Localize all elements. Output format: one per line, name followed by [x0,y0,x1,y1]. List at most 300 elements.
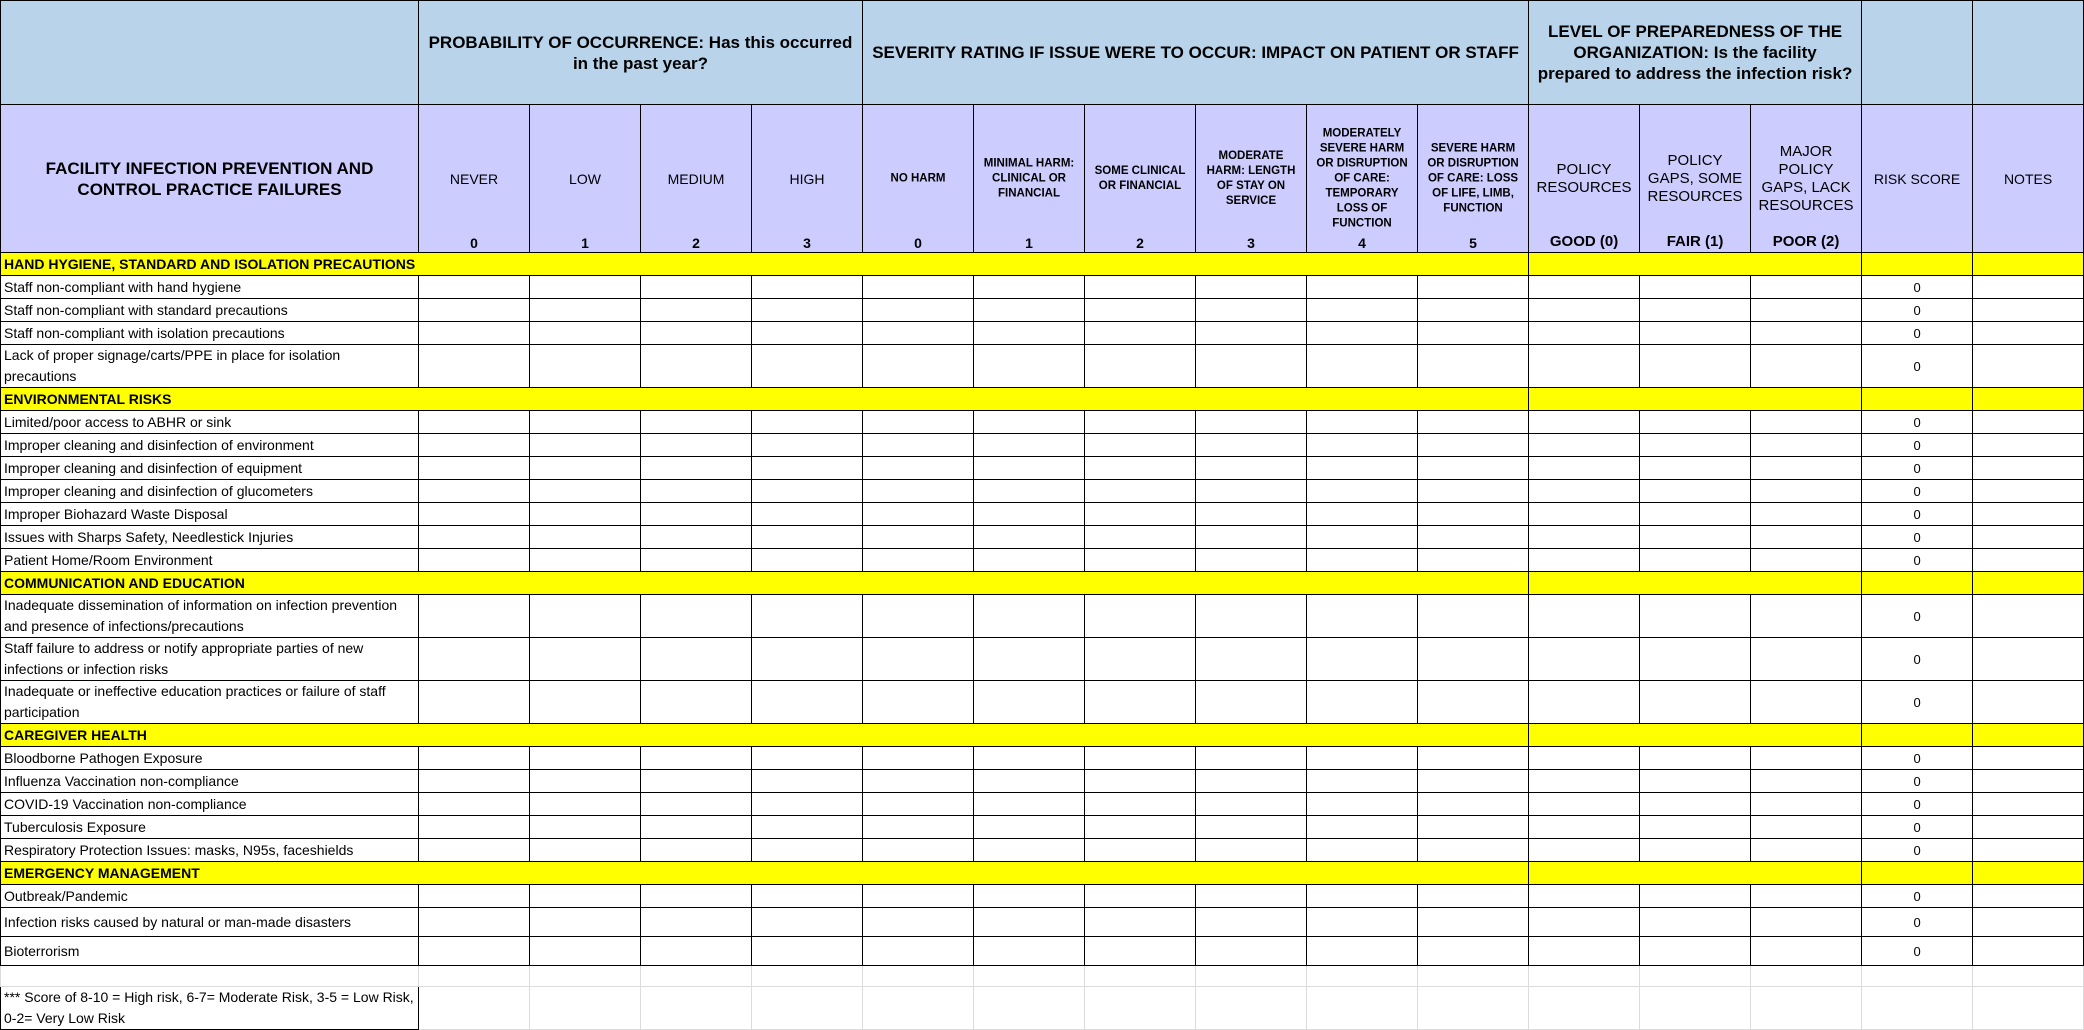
rating-cell[interactable] [419,434,530,457]
rating-cell[interactable] [1196,908,1307,937]
rating-cell[interactable] [641,816,752,839]
rating-cell[interactable] [1640,434,1751,457]
rating-cell[interactable] [1085,457,1196,480]
section-fill-cell[interactable] [1973,388,2084,411]
section-fill-cell[interactable] [1529,388,1862,411]
rating-cell[interactable] [1196,434,1307,457]
rating-cell[interactable] [1751,549,1862,572]
rating-cell[interactable] [752,503,863,526]
row-label[interactable]: Bloodborne Pathogen Exposure [1,747,419,770]
rating-cell[interactable] [641,480,752,503]
rating-cell[interactable] [419,322,530,345]
rating-cell[interactable] [1640,595,1751,638]
risk-score-cell[interactable]: 0 [1862,276,1973,299]
rating-cell[interactable] [1307,816,1418,839]
rating-cell[interactable] [1196,549,1307,572]
empty-cell[interactable] [1,966,419,987]
rating-cell[interactable] [641,793,752,816]
empty-cell[interactable] [1862,966,1973,987]
rating-cell[interactable] [752,638,863,681]
risk-score-cell[interactable]: 0 [1862,549,1973,572]
rating-cell[interactable] [530,299,641,322]
empty-cell[interactable] [1862,987,1973,1030]
rating-cell[interactable] [530,457,641,480]
empty-cell[interactable] [1640,987,1751,1030]
section-fill-cell[interactable] [1862,724,1973,747]
rating-cell[interactable] [752,526,863,549]
rating-cell[interactable] [1418,549,1529,572]
rating-cell[interactable] [1307,595,1418,638]
rating-cell[interactable] [1751,322,1862,345]
rating-cell[interactable] [641,681,752,724]
empty-cell[interactable] [863,966,974,987]
rating-cell[interactable] [419,276,530,299]
rating-cell[interactable] [1196,839,1307,862]
rating-cell[interactable] [1196,276,1307,299]
notes-cell[interactable] [1973,434,2084,457]
rating-cell[interactable] [1529,480,1640,503]
rating-cell[interactable] [863,885,974,908]
rating-cell[interactable] [1529,770,1640,793]
score-legend-footnote[interactable]: *** Score of 8-10 = High risk, 6-7= Moderate Risk, 3-5 = Low Risk, 0-2= Very Low Risk [1,987,419,1030]
risk-score-group-cell[interactable] [1862,1,1973,105]
rating-cell[interactable] [1418,747,1529,770]
rating-cell[interactable] [1751,885,1862,908]
rating-cell[interactable] [1751,638,1862,681]
rating-cell[interactable] [863,793,974,816]
risk-score-cell[interactable]: 0 [1862,885,1973,908]
row-label[interactable]: COVID-19 Vaccination non-compliance [1,793,419,816]
risk-score-cell[interactable]: 0 [1862,793,1973,816]
risk-score-cell[interactable]: 0 [1862,411,1973,434]
rating-cell[interactable] [1529,322,1640,345]
rating-cell[interactable] [1640,770,1751,793]
rating-cell[interactable] [530,549,641,572]
risk-score-cell[interactable]: 0 [1862,681,1973,724]
empty-cell[interactable] [1973,987,2084,1030]
rating-cell[interactable] [863,595,974,638]
rating-cell[interactable] [1751,793,1862,816]
rating-cell[interactable] [1640,345,1751,388]
notes-cell[interactable] [1973,937,2084,966]
row-label[interactable]: Influenza Vaccination non-compliance [1,770,419,793]
rating-cell[interactable] [1418,457,1529,480]
notes-cell[interactable] [1973,747,2084,770]
rating-cell[interactable] [863,457,974,480]
row-label[interactable]: Inadequate dissemination of information on infection prevention and presence of infections/precautions [1,595,419,638]
rating-cell[interactable] [974,345,1085,388]
rating-cell[interactable] [1418,526,1529,549]
section-fill-cell[interactable] [1973,253,2084,276]
row-label[interactable]: Lack of proper signage/carts/PPE in place for isolation precautions [1,345,419,388]
section-fill-cell[interactable] [1973,572,2084,595]
rating-cell[interactable] [1307,549,1418,572]
rating-cell[interactable] [1085,885,1196,908]
rating-cell[interactable] [974,322,1085,345]
rating-cell[interactable] [974,434,1085,457]
rating-cell[interactable] [641,457,752,480]
rating-cell[interactable] [530,345,641,388]
notes-cell[interactable] [1973,411,2084,434]
rating-cell[interactable] [1640,299,1751,322]
rating-cell[interactable] [1529,434,1640,457]
rating-cell[interactable] [974,503,1085,526]
risk-score-cell[interactable]: 0 [1862,770,1973,793]
rating-cell[interactable] [863,638,974,681]
risk-score-cell[interactable]: 0 [1862,937,1973,966]
rating-cell[interactable] [974,908,1085,937]
rating-cell[interactable] [1751,937,1862,966]
rating-cell[interactable] [1751,595,1862,638]
rating-cell[interactable] [752,549,863,572]
rating-cell[interactable] [1307,457,1418,480]
rating-cell[interactable] [419,908,530,937]
rating-cell[interactable] [863,747,974,770]
rating-cell[interactable] [1529,937,1640,966]
rating-cell[interactable] [863,526,974,549]
rating-cell[interactable] [974,937,1085,966]
rating-cell[interactable] [1751,681,1862,724]
rating-cell[interactable] [530,595,641,638]
rating-cell[interactable] [1307,839,1418,862]
rating-cell[interactable] [1307,681,1418,724]
row-label[interactable]: Staff non-compliant with hand hygiene [1,276,419,299]
rating-cell[interactable] [1085,276,1196,299]
rating-cell[interactable] [1529,793,1640,816]
rating-cell[interactable] [530,526,641,549]
rating-cell[interactable] [1640,526,1751,549]
rating-cell[interactable] [1196,747,1307,770]
rating-cell[interactable] [1418,908,1529,937]
notes-cell[interactable] [1973,322,2084,345]
empty-cell[interactable] [1751,987,1862,1030]
rating-cell[interactable] [863,503,974,526]
empty-cell[interactable] [419,987,530,1030]
row-label[interactable]: Improper cleaning and disinfection of glucometers [1,480,419,503]
risk-score-cell[interactable]: 0 [1862,816,1973,839]
rating-cell[interactable] [530,434,641,457]
rating-cell[interactable] [641,434,752,457]
empty-cell[interactable] [1418,987,1529,1030]
empty-cell[interactable] [1640,966,1751,987]
section-title[interactable]: HAND HYGIENE, STANDARD AND ISOLATION PRECAUTIONS [1,253,1529,276]
rating-cell[interactable] [1085,908,1196,937]
empty-cell[interactable] [530,987,641,1030]
rating-cell[interactable] [974,770,1085,793]
rating-cell[interactable] [1196,793,1307,816]
rating-cell[interactable] [1640,747,1751,770]
rating-cell[interactable] [419,937,530,966]
row-label[interactable]: Improper cleaning and disinfection of environment [1,434,419,457]
empty-cell[interactable] [1085,966,1196,987]
rating-cell[interactable] [419,503,530,526]
rating-cell[interactable] [1085,747,1196,770]
rating-cell[interactable] [641,937,752,966]
section-fill-cell[interactable] [1529,253,1862,276]
rating-cell[interactable] [419,595,530,638]
section-title[interactable]: CAREGIVER HEALTH [1,724,1529,747]
rating-cell[interactable] [1529,526,1640,549]
notes-cell[interactable] [1973,503,2084,526]
rating-cell[interactable] [1751,411,1862,434]
rating-cell[interactable] [863,276,974,299]
rating-cell[interactable] [752,322,863,345]
rating-cell[interactable] [641,638,752,681]
risk-score-cell[interactable]: 0 [1862,908,1973,937]
rating-cell[interactable] [1640,322,1751,345]
rating-cell[interactable] [752,434,863,457]
rating-cell[interactable] [1196,503,1307,526]
rating-cell[interactable] [641,908,752,937]
rating-cell[interactable] [1640,276,1751,299]
rating-cell[interactable] [1085,816,1196,839]
rating-cell[interactable] [1307,770,1418,793]
rating-cell[interactable] [1307,411,1418,434]
rating-cell[interactable] [530,638,641,681]
rating-cell[interactable] [974,595,1085,638]
rating-cell[interactable] [1751,908,1862,937]
rating-cell[interactable] [1307,937,1418,966]
rating-cell[interactable] [974,299,1085,322]
rating-cell[interactable] [1418,322,1529,345]
rating-cell[interactable] [1418,885,1529,908]
rating-cell[interactable] [1529,276,1640,299]
rating-cell[interactable] [419,793,530,816]
rating-cell[interactable] [1418,770,1529,793]
notes-cell[interactable] [1973,526,2084,549]
rating-cell[interactable] [1085,434,1196,457]
empty-cell[interactable] [530,966,641,987]
rating-cell[interactable] [1085,549,1196,572]
rating-cell[interactable] [1085,839,1196,862]
rating-cell[interactable] [1196,345,1307,388]
rating-cell[interactable] [752,457,863,480]
rating-cell[interactable] [752,480,863,503]
rating-cell[interactable] [1418,816,1529,839]
empty-cell[interactable] [1973,966,2084,987]
rating-cell[interactable] [1418,793,1529,816]
notes-cell[interactable] [1973,638,2084,681]
rating-cell[interactable] [752,908,863,937]
rating-cell[interactable] [752,299,863,322]
rating-cell[interactable] [1529,299,1640,322]
notes-cell[interactable] [1973,885,2084,908]
notes-cell[interactable] [1973,457,2084,480]
rating-cell[interactable] [1529,503,1640,526]
rating-cell[interactable] [1307,480,1418,503]
rating-cell[interactable] [1751,480,1862,503]
rating-cell[interactable] [1751,434,1862,457]
rating-cell[interactable] [1085,503,1196,526]
rating-cell[interactable] [530,839,641,862]
rating-cell[interactable] [530,908,641,937]
rating-cell[interactable] [1085,937,1196,966]
rating-cell[interactable] [974,681,1085,724]
rating-cell[interactable] [1751,345,1862,388]
empty-cell[interactable] [1529,987,1640,1030]
rating-cell[interactable] [863,322,974,345]
notes-group-cell[interactable] [1973,1,2084,105]
risk-score-cell[interactable]: 0 [1862,480,1973,503]
row-label[interactable]: Infection risks caused by natural or man-made disasters [1,908,419,937]
rating-cell[interactable] [1085,681,1196,724]
rating-cell[interactable] [1751,816,1862,839]
notes-cell[interactable] [1973,793,2084,816]
notes-cell[interactable] [1973,276,2084,299]
rating-cell[interactable] [419,747,530,770]
section-fill-cell[interactable] [1529,724,1862,747]
rating-cell[interactable] [1085,770,1196,793]
rating-cell[interactable] [1307,503,1418,526]
rating-cell[interactable] [1418,681,1529,724]
rating-cell[interactable] [530,276,641,299]
rating-cell[interactable] [1640,793,1751,816]
notes-cell[interactable] [1973,908,2084,937]
section-fill-cell[interactable] [1973,724,2084,747]
row-label[interactable]: Outbreak/Pandemic [1,885,419,908]
rating-cell[interactable] [1085,480,1196,503]
rating-cell[interactable] [974,526,1085,549]
rating-cell[interactable] [1529,747,1640,770]
row-label[interactable]: Improper Biohazard Waste Disposal [1,503,419,526]
empty-cell[interactable] [641,966,752,987]
empty-cell[interactable] [974,966,1085,987]
rating-cell[interactable] [530,885,641,908]
empty-cell[interactable] [1196,987,1307,1030]
rating-cell[interactable] [752,595,863,638]
rating-cell[interactable] [1307,908,1418,937]
rating-cell[interactable] [1307,322,1418,345]
empty-cell[interactable] [1529,966,1640,987]
rating-cell[interactable] [1418,276,1529,299]
rating-cell[interactable] [641,549,752,572]
rating-cell[interactable] [1307,793,1418,816]
rating-cell[interactable] [641,595,752,638]
row-label[interactable]: Staff non-compliant with standard precautions [1,299,419,322]
rating-cell[interactable] [974,816,1085,839]
rating-cell[interactable] [1418,299,1529,322]
rating-cell[interactable] [1196,638,1307,681]
rating-cell[interactable] [974,276,1085,299]
section-fill-cell[interactable] [1862,253,1973,276]
empty-cell[interactable] [1307,966,1418,987]
section-fill-cell[interactable] [1529,572,1862,595]
rating-cell[interactable] [1307,434,1418,457]
rating-cell[interactable] [752,345,863,388]
rating-cell[interactable] [1640,638,1751,681]
rating-cell[interactable] [1751,457,1862,480]
rating-cell[interactable] [1640,885,1751,908]
rating-cell[interactable] [419,885,530,908]
rating-cell[interactable] [974,747,1085,770]
rating-cell[interactable] [1196,411,1307,434]
rating-cell[interactable] [1529,885,1640,908]
rating-cell[interactable] [1085,526,1196,549]
notes-cell[interactable] [1973,595,2084,638]
corner-cell[interactable] [1,1,419,105]
risk-score-cell[interactable]: 0 [1862,839,1973,862]
rating-cell[interactable] [419,638,530,681]
section-fill-cell[interactable] [1862,862,1973,885]
rating-cell[interactable] [1529,681,1640,724]
notes-cell[interactable] [1973,549,2084,572]
rating-cell[interactable] [1529,908,1640,937]
rating-cell[interactable] [419,816,530,839]
risk-score-cell[interactable]: 0 [1862,299,1973,322]
rating-cell[interactable] [1307,885,1418,908]
row-label[interactable]: Patient Home/Room Environment [1,549,419,572]
rating-cell[interactable] [530,816,641,839]
rating-cell[interactable] [752,276,863,299]
rating-cell[interactable] [1640,908,1751,937]
rating-cell[interactable] [1529,638,1640,681]
rating-cell[interactable] [1307,747,1418,770]
notes-cell[interactable] [1973,681,2084,724]
rating-cell[interactable] [1751,503,1862,526]
risk-score-cell[interactable]: 0 [1862,322,1973,345]
rating-cell[interactable] [974,885,1085,908]
section-fill-cell[interactable] [1862,388,1973,411]
rating-cell[interactable] [530,411,641,434]
rating-cell[interactable] [530,681,641,724]
rating-cell[interactable] [530,793,641,816]
notes-cell[interactable] [1973,816,2084,839]
rating-cell[interactable] [641,503,752,526]
rating-cell[interactable] [1529,457,1640,480]
rating-cell[interactable] [752,793,863,816]
rating-cell[interactable] [641,885,752,908]
risk-score-cell[interactable]: 0 [1862,595,1973,638]
rating-cell[interactable] [419,681,530,724]
rating-cell[interactable] [641,322,752,345]
rating-cell[interactable] [1640,839,1751,862]
rating-cell[interactable] [1751,770,1862,793]
rating-cell[interactable] [1640,480,1751,503]
risk-score-cell[interactable]: 0 [1862,638,1973,681]
rating-cell[interactable] [1751,526,1862,549]
section-title[interactable]: COMMUNICATION AND EDUCATION [1,572,1529,595]
rating-cell[interactable] [1196,937,1307,966]
rating-cell[interactable] [1529,839,1640,862]
rating-cell[interactable] [419,480,530,503]
rating-cell[interactable] [1418,638,1529,681]
rating-cell[interactable] [863,937,974,966]
rating-cell[interactable] [974,411,1085,434]
rating-cell[interactable] [1418,480,1529,503]
rating-cell[interactable] [641,770,752,793]
rating-cell[interactable] [752,816,863,839]
rating-cell[interactable] [863,839,974,862]
rating-cell[interactable] [1751,299,1862,322]
row-label[interactable]: Staff non-compliant with isolation precautions [1,322,419,345]
rating-cell[interactable] [974,549,1085,572]
rating-cell[interactable] [1529,345,1640,388]
risk-score-cell[interactable]: 0 [1862,747,1973,770]
rating-cell[interactable] [530,322,641,345]
rating-cell[interactable] [1418,595,1529,638]
rating-cell[interactable] [641,299,752,322]
rating-cell[interactable] [1529,816,1640,839]
rating-cell[interactable] [752,681,863,724]
rating-cell[interactable] [641,839,752,862]
section-fill-cell[interactable] [1862,572,1973,595]
rating-cell[interactable] [1085,638,1196,681]
rating-cell[interactable] [1640,549,1751,572]
rating-cell[interactable] [1751,839,1862,862]
rating-cell[interactable] [419,345,530,388]
rating-cell[interactable] [863,549,974,572]
rating-cell[interactable] [1418,503,1529,526]
